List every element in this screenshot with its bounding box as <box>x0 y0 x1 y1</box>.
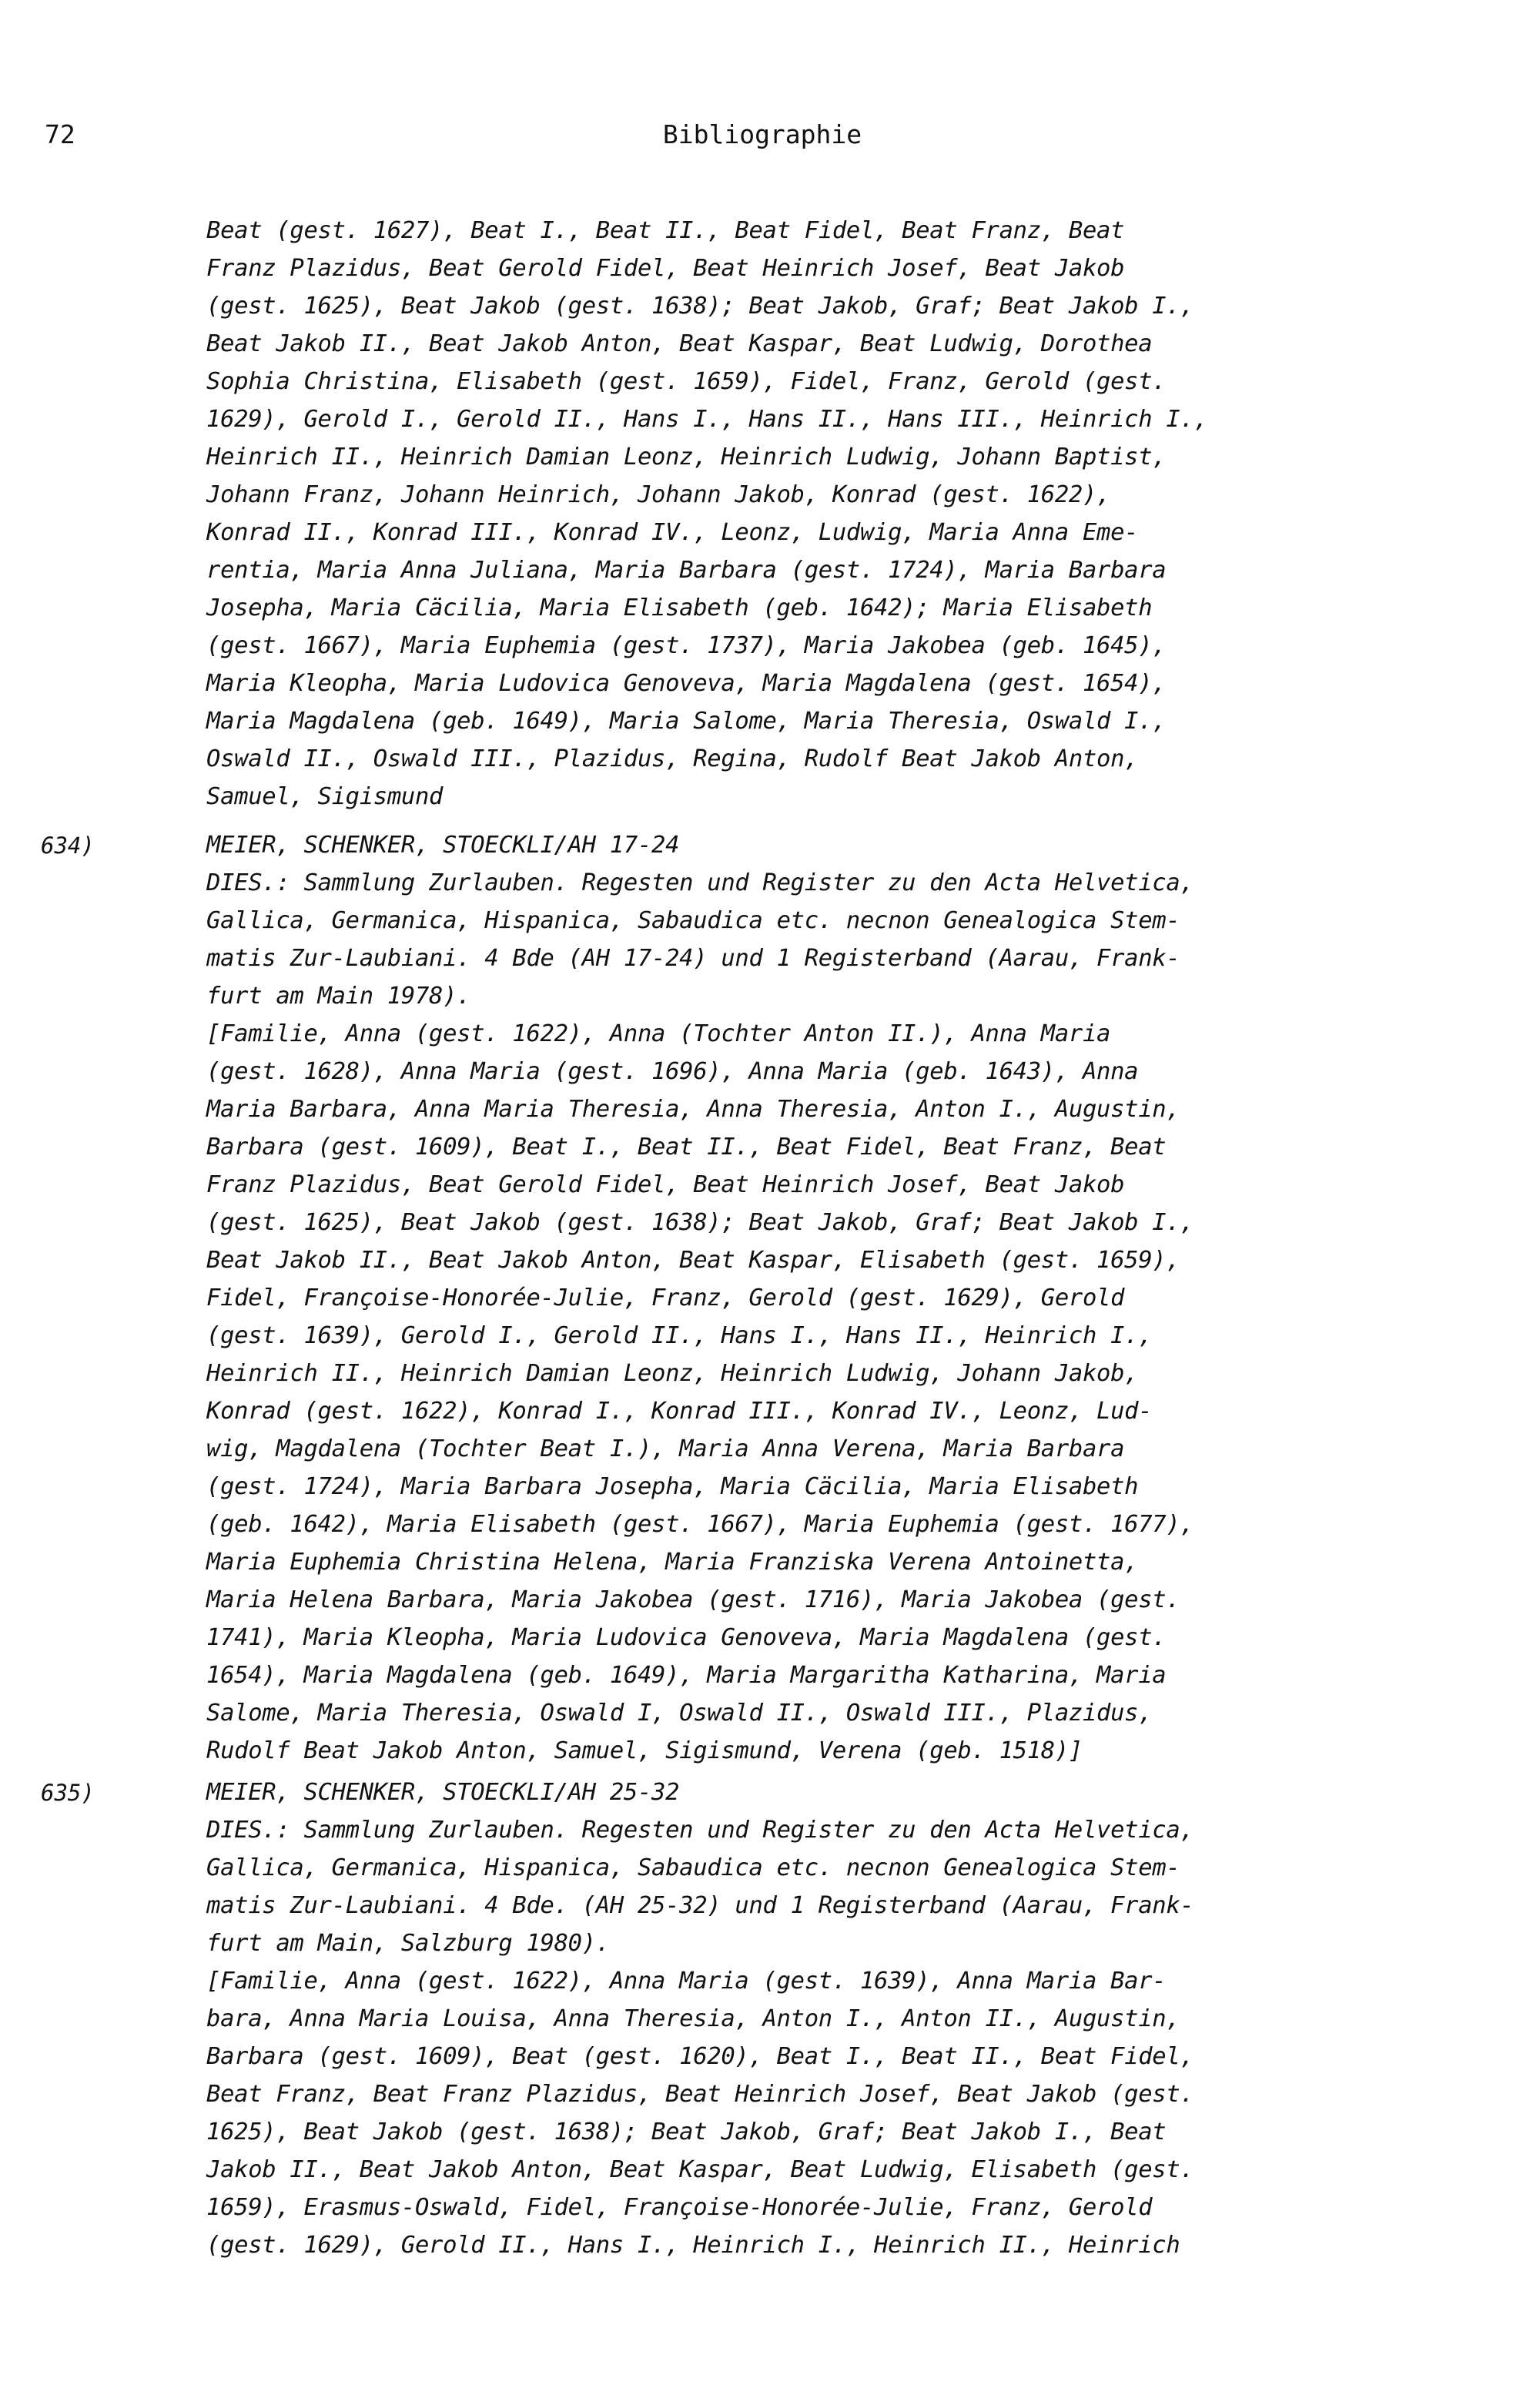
text-line: Gallica, Germanica, Hispanica, Sabaudica etc. necnon Genealogica Stem- <box>206 1854 1180 1881</box>
text-line: rentia, Maria Anna Juliana, Maria Barbara (gest. 1724), Maria Barbara <box>206 557 1167 584</box>
text-line: Franz Plazidus, Beat Gerold Fidel, Beat Heinrich Josef, Beat Jakob <box>206 1171 1125 1198</box>
text-line: (gest. 1625), Beat Jakob (gest. 1638); Beat Jakob, Graf; Beat Jakob I., <box>206 1209 1194 1236</box>
text-line: Samuel, Sigismund <box>206 783 444 810</box>
text-line: furt am Main, Salzburg 1980). <box>206 1930 610 1957</box>
text-line: Maria Euphemia Christina Helena, Maria Franziska Verena Antoinetta, <box>206 1549 1139 1576</box>
text-line: Maria Helena Barbara, Maria Jakobea (gest. 1716), Maria Jakobea (gest. <box>206 1586 1180 1613</box>
text-line: Oswald II., Oswald III., Plazidus, Regina, Rudolf Beat Jakob Anton, <box>206 745 1139 772</box>
text-line: (gest. 1667), Maria Euphemia (gest. 1737), Maria Jakobea (geb. 1645), <box>206 632 1167 659</box>
text-line: Jakob II., Beat Jakob Anton, Beat Kaspar, Beat Ludwig, Elisabeth (gest. <box>206 2156 1194 2183</box>
text-line: (geb. 1642), Maria Elisabeth (gest. 1667), Maria Euphemia (gest. 1677), <box>206 1511 1194 1538</box>
text-line: Konrad (gest. 1622), Konrad I., Konrad III., Konrad IV., Leonz, Lud- <box>206 1398 1153 1425</box>
text-line: furt am Main 1978). <box>206 983 471 1010</box>
text-line: Salome, Maria Theresia, Oswald I, Oswald II., Oswald III., Plazidus, <box>206 1700 1153 1727</box>
text-line: Josepha, Maria Cäcilia, Maria Elisabeth (geb. 1642); Maria Elisabeth <box>206 595 1153 621</box>
text-line: Beat Franz, Beat Franz Plazidus, Beat Heinrich Josef, Beat Jakob (gest. <box>206 2081 1194 2108</box>
entry-number: 635) <box>41 1780 95 1806</box>
text-line: (gest. 1724), Maria Barbara Josepha, Maria Cäcilia, Maria Elisabeth <box>206 1473 1139 1500</box>
text-line: Beat Jakob II., Beat Jakob Anton, Beat Kaspar, Elisabeth (gest. 1659), <box>206 1247 1180 1274</box>
text-line: Sophia Christina, Elisabeth (gest. 1659), Fidel, Franz, Gerold (gest. <box>206 368 1167 395</box>
text-line: MEIER, SCHENKER, STOECKLI/AH 25-32 <box>206 1779 680 1806</box>
text-line: Rudolf Beat Jakob Anton, Samuel, Sigismund, Verena (geb. 1518)] <box>206 1737 1083 1764</box>
text-line: 1629), Gerold I., Gerold II., Hans I., Hans II., Hans III., Heinrich I., <box>206 406 1208 433</box>
text-line: (gest. 1628), Anna Maria (gest. 1696), Anna Maria (geb. 1643), Anna <box>206 1058 1139 1085</box>
text-line: Heinrich II., Heinrich Damian Leonz, Heinrich Ludwig, Johann Baptist, <box>206 444 1167 471</box>
text-line: Maria Kleopha, Maria Ludovica Genoveva, Maria Magdalena (gest. 1654), <box>206 670 1167 697</box>
text-line: 1625), Beat Jakob (gest. 1638); Beat Jakob, Graf; Beat Jakob I., Beat <box>206 2119 1167 2145</box>
text-line: Konrad II., Konrad III., Konrad IV., Leonz, Ludwig, Maria Anna Eme- <box>206 519 1139 546</box>
text-line: Heinrich II., Heinrich Damian Leonz, Heinrich Ludwig, Johann Jakob, <box>206 1360 1139 1387</box>
text-line: Maria Magdalena (geb. 1649), Maria Salome, Maria Theresia, Oswald I., <box>206 708 1167 735</box>
text-line: 1654), Maria Magdalena (geb. 1649), Maria Margaritha Katharina, Maria <box>206 1662 1167 1689</box>
running-header <box>0 119 1540 150</box>
text-line: Johann Franz, Johann Heinrich, Johann Jakob, Konrad (gest. 1622), <box>206 481 1111 508</box>
page-number: 72 <box>45 119 75 149</box>
text-line: DIES.: Sammlung Zurlauben. Regesten und Register zu den Acta Helvetica, <box>206 869 1194 896</box>
text-line: Barbara (gest. 1609), Beat I., Beat II., Beat Fidel, Beat Franz, Beat <box>206 1134 1167 1161</box>
text-line: MEIER, SCHENKER, STOECKLI/AH 17-24 <box>206 832 680 859</box>
text-line: Beat (gest. 1627), Beat I., Beat II., Beat Fidel, Beat Franz, Beat <box>206 217 1125 244</box>
text-line: Franz Plazidus, Beat Gerold Fidel, Beat Heinrich Josef, Beat Jakob <box>206 255 1125 282</box>
text-line: (gest. 1625), Beat Jakob (gest. 1638); Beat Jakob, Graf; Beat Jakob I., <box>206 293 1194 320</box>
running-title: Bibliographie <box>662 119 862 149</box>
text-line: Maria Barbara, Anna Maria Theresia, Anna Theresia, Anton I., Augustin, <box>206 1096 1180 1123</box>
text-line: matis Zur-Laubiani. 4 Bde. (AH 25-32) und 1 Registerband (Aarau, Frank- <box>206 1892 1194 1919</box>
text-line: bara, Anna Maria Louisa, Anna Theresia, Anton I., Anton II., Augustin, <box>206 2005 1180 2032</box>
text-line: wig, Magdalena (Tochter Beat I.), Maria Anna Verena, Maria Barbara <box>206 1435 1125 1462</box>
text-line: 1659), Erasmus-Oswald, Fidel, Françoise-Honorée-Julie, Franz, Gerold <box>206 2194 1153 2221</box>
text-line: (gest. 1639), Gerold I., Gerold II., Hans I., Hans II., Heinrich I., <box>206 1322 1153 1349</box>
text-line: 1741), Maria Kleopha, Maria Ludovica Genoveva, Maria Magdalena (gest. <box>206 1624 1167 1651</box>
text-line: [Familie, Anna (gest. 1622), Anna Maria (gest. 1639), Anna Maria Bar- <box>206 1968 1167 1995</box>
text-line: DIES.: Sammlung Zurlauben. Regesten und Register zu den Acta Helvetica, <box>206 1817 1194 1844</box>
text-line: Fidel, Françoise-Honorée-Julie, Franz, Gerold (gest. 1629), Gerold <box>206 1285 1125 1311</box>
entry-number: 634) <box>41 832 95 859</box>
text-line: Beat Jakob II., Beat Jakob Anton, Beat Kaspar, Beat Ludwig, Dorothea <box>206 330 1153 357</box>
text-line: Gallica, Germanica, Hispanica, Sabaudica etc. necnon Genealogica Stem- <box>206 907 1180 934</box>
text-line: (gest. 1629), Gerold II., Hans I., Heinrich I., Heinrich II., Heinrich <box>206 2232 1180 2259</box>
text-line: matis Zur-Laubiani. 4 Bde (AH 17-24) und 1 Registerband (Aarau, Frank- <box>206 945 1180 972</box>
text-line: Barbara (gest. 1609), Beat (gest. 1620), Beat I., Beat II., Beat Fidel, <box>206 2043 1194 2070</box>
text-line: [Familie, Anna (gest. 1622), Anna (Tochter Anton II.), Anna Maria <box>206 1020 1111 1047</box>
